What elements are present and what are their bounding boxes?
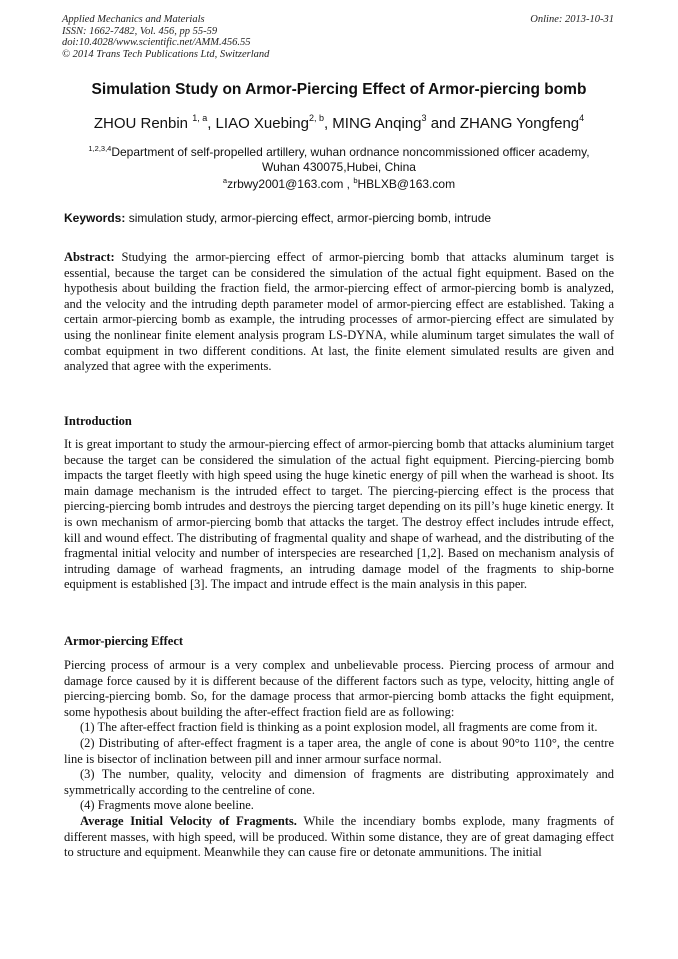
author-name: and ZHANG Yongfeng [426,115,580,132]
abstract-label: Abstract: [64,250,115,264]
abstract-text: Studying the armor-piercing effect of armor-piercing bomb that attacks aluminum target is essential, because the target can be considered the simulation of the actual fight equipment. Based on the hypothesis about building the fraction field, the armor-piercing effect of armor-piercing bomb is analyzed, and the velocity and the intruding depth parameter model of armor-piercing effect are established. Taking a certain armor-piercing bomb as example, the intruding processes of armor-piercing effect are simulated by using the nonlinear finite element analysis program LS-DYNA, while aluminum target simulates the wall of combat equipment in two different conditions. At last, the finite element simulated results are given and analyzed that agree with the experiments. [64,250,614,374]
armor-piercing-section [64,658,614,861]
author-superscript: 4 [579,113,585,123]
abstract [64,250,614,375]
author-name: ZHOU Renbin [93,115,193,132]
paragraph [64,814,614,861]
hypothesis-item: (1) The after-effect fraction field is thinking as a point explosion model, all fragments are come from it. [80,720,598,735]
author-name: , LIAO Xuebing [207,115,309,132]
affiliation-line: Department of self-propelled artillery, wuhan ordnance noncommissioned officer academy, [111,145,590,159]
keywords-label: Keywords: [64,211,126,225]
email-superscript: a [222,176,228,185]
online-date: Online: 2013-10-31 [530,14,614,25]
author-superscript: 2, b [308,113,324,123]
affiliation-line: Wuhan 430075,Hubei, China [262,160,416,174]
email-address[interactable]: zrbwy2001@163.com [227,177,344,191]
subsection-text: While the incendiary bombs explode, many fragments of different masses, with high speed, will be produced. Within some distance, they are of great damaging effect to structure and equipment. Meanwhile they can cause fire or detonate ammunitions. The initial [64,813,614,860]
hypothesis-item: (3) The number, quality, velocity and dimension of fragments are distributing approximately and symmetrically according to the centreline of cone. [64,767,614,797]
paper-title: Simulation Study on Armor-Piercing Effect of Armor-piercing bomb [91,81,587,98]
email-separator: , [343,177,354,191]
hypothesis-item: (2) Distributing of after-effect fragment is a taper area, the angle of cone is about 90°to 110°, the centre line is bisector of inclination between pill and inner armour surface normal. [64,735,614,766]
section-heading-armor-piercing: Armor-piercing Effect [64,634,184,648]
section-heading-introduction: Introduction [64,414,132,428]
email-address[interactable]: HBLXB@163.com [357,177,456,191]
subsection-label: Average Initial Velocity of Fragments. [80,813,297,828]
keywords [64,211,624,225]
journal-header [62,14,614,60]
journal-name: Applied Mechanics and Materials [62,14,205,25]
keywords-text: simulation study, armor-piercing effect, armor-piercing bomb, intrude [125,211,492,225]
copyright-line: © 2014 Trans Tech Publications Ltd, Switzerland [62,48,270,60]
introduction-text: It is great important to study the armour-piercing effect of armor-piercing bomb that attacks aluminium target because the target can be considered the simulation of the actual fight equipment. Piercing-piercing bomb impacts the target fleetly with high speed using the huge kinetic energy of pill when the warhead is shoot. Its main damage mechanism is the intruded effect to target. The piercing-piercing effect is the process that piercing-piercing bomb intrudes and destroys the piercing target depending on its pill’s huge kinetic energy. It is own mechanism of armor-piercing bomb that attacks the target. The destroy effect includes intrude effect, kill and wound effect. The distributing of fragmental quality and shape of warhead, and the distributing of the fragmental initial velocity and number of interspecies are researched [1,2]. Based on mechanism analysis of intruding damage of warhead fragments, an intruding damage model of the fragments to ship-borne equipment is established [3]. The impact and intrude effect is the main analysis in this paper. [64,437,614,592]
email-line [60,176,618,191]
author-superscript: 3 [421,113,427,123]
introduction-paragraph [64,437,614,593]
affiliation [60,141,618,175]
doi-line: doi:10.4028/www.scientific.net/AMM.456.55 [62,37,251,48]
issn-line: ISSN: 1662-7482, Vol. 456, pp 55-59 [62,25,218,37]
affiliation-superscript: 1,2,3,4 [88,144,112,153]
author-superscript: 1, a [192,113,208,123]
author-name: , MING Anqing [323,115,422,132]
author-list [30,113,648,132]
hypothesis-item: (4) Fragments move alone beeline. [80,798,254,813]
email-superscript: b [353,176,358,185]
paragraph: Piercing process of armour is a very complex and unbelievable process. Piercing process of armour and damage force caused by it is different because of the different factors such as type, velocity, hitting angle of piercing-piercing bomb. So, for the damage process that armor-piercing bomb attacks the fight equipment, some hypothesis about building the after-effect fraction field are as following: [64,658,614,719]
